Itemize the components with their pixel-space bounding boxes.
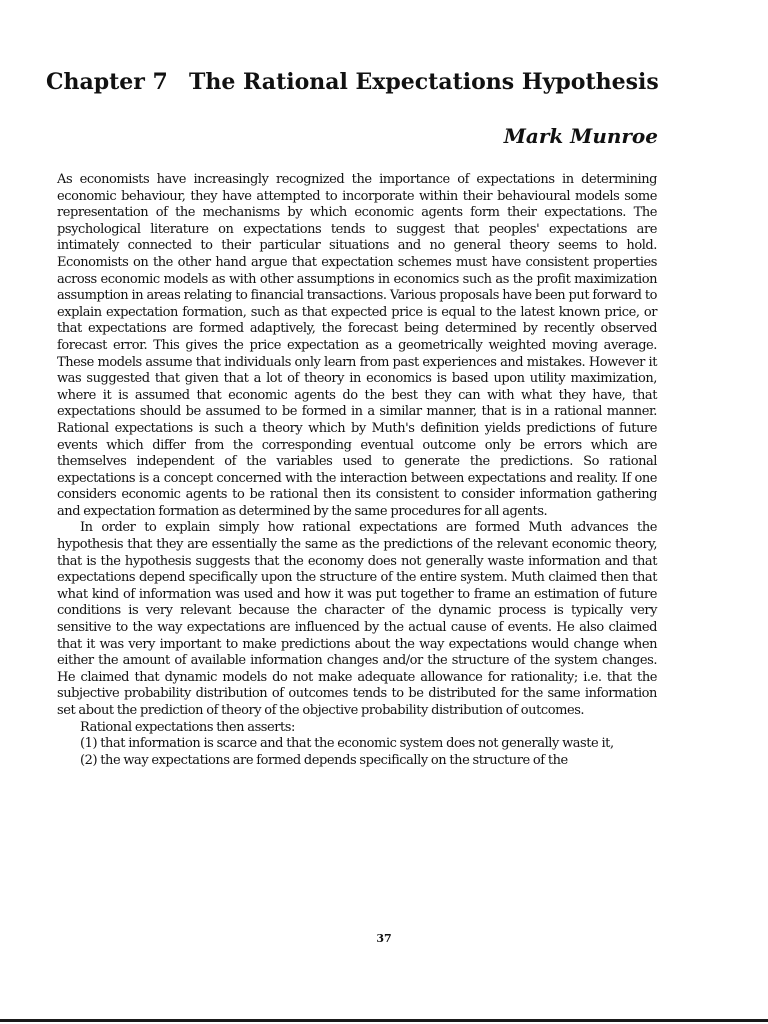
- paragraph-muth-hypothesis: In order to explain simply how rational expectations are formed Muth advances the hypothesis that they are essentially the same as the predictions of the relevant economic theory, that is the hypothesis suggests that the economy does not generally waste information and that expectations depend specifically upon the structure of the entire system. Muth claimed then that what kind of information was used and how it was put together to frame an estimation of future conditions is very relevant because the character of the dynamic process is typically very sensitive to the way expectations are influenced by the actual cause of events. He also claimed that it was very important to make predictions about the way expectations would change when either the amount of available information changes and/or the structure of the system changes. He claimed that dynamic models do not make adequate allowance for rationality; i.e. that the subjective probability distribution of outcomes tends to be distributed for the same information set about the prediction of theory of the objective probability distribution of outcomes.: [57, 520, 657, 718]
- body-text: [57, 172, 657, 769]
- author-name: Mark Munroe: [503, 124, 658, 148]
- bottom-scan-border: [0, 1019, 768, 1022]
- list-item-assertion-2: (2) the way expectations are formed depends specifically on the structure of the: [80, 752, 568, 768]
- chapter-heading: [46, 68, 726, 96]
- chapter-title: The Rational Expectations Hypothesis: [189, 69, 659, 95]
- paragraph-intro: As economists have increasingly recognized the importance of expectations in determining economic behaviour, they have attempted to incorporate within their behavioural models some representation of the mechanisms by which economic agents form their expectations. The psychological literature on expectations tends to suggest that peoples' expectations are intimately connected to their particular situations and no general theory seems to hold. Economists on the other hand argue that expectation schemes must have consistent properties across economic models as with other assumptions in economics such as the profit maximization assumption in areas relating to financial transactions. Various proposals have been put forward to explain expectation formation, such as that expected price is equal to the latest known price, or that expectations are formed adaptively, the forecast being determined by recently observed forecast error. This gives the price expectation as a geometrically weighted moving average. These models assume that individuals only learn from past experiences and mistakes. However it was suggested that given that a lot of theory in economics is based upon utility maximization, where it is assumed that economic agents do the best they can with what they have, that expectations should be assumed to be formed in a similar manner, that is in a rational manner. Rational expectations is such a theory which by Muth's definition yields predictions of future events which differ from the corresponding eventual outcome only be errors which are themselves independent of the variables used to generate the predictions. So rational expectations is a concept concerned with the interaction between expectations and reality. If one considers economic agents to be rational then its consistent to consider information gathering and expectation formation as determined by the same procedures for all agents.: [57, 172, 657, 519]
- list-item-assertion-1: (1) that information is scarce and that the economic system does not generally waste it,: [80, 736, 614, 752]
- chapter-number: Chapter 7: [46, 69, 168, 95]
- paragraph-assertions-lead: Rational expectations then asserts:: [80, 719, 295, 735]
- page-number: 37: [376, 932, 392, 945]
